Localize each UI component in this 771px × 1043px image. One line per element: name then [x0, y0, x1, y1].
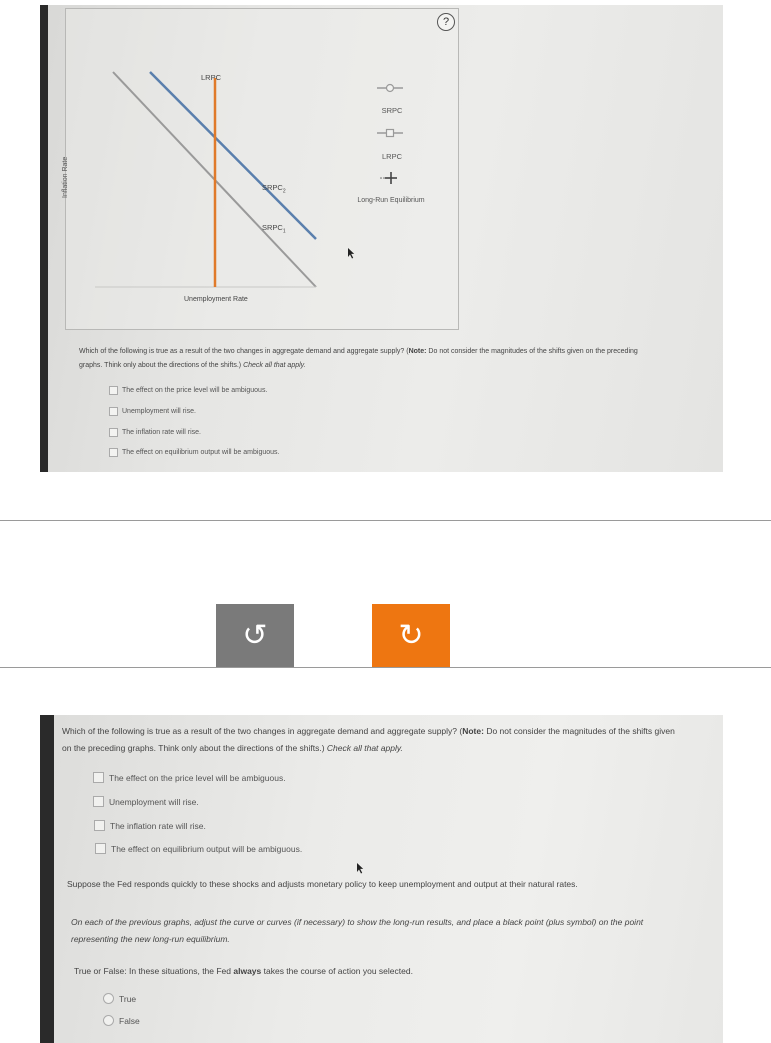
- top-option-unemployment[interactable]: Unemployment will rise.: [109, 407, 196, 416]
- top-question-text: Which of the following is true as a result of the two changes in aggregate demand and aggregate supply? (Note: Do not consider the magnitudes of the shifts given on the preceding graphs. Think only about the directions of the shifts.) Check all that apply.: [79, 348, 638, 369]
- radio-false[interactable]: False: [103, 1015, 140, 1026]
- legend-srpc-label: SRPC: [381, 106, 403, 115]
- bottom-option-unemployment[interactable]: Unemployment will rise.: [93, 796, 199, 807]
- srpc2-curve-label: $SRPC_2$: [262, 183, 286, 195]
- lrpc-curve-label: LRPC: [201, 73, 222, 82]
- radio-button[interactable]: [103, 993, 114, 1004]
- checkbox[interactable]: [109, 448, 118, 457]
- srpc1-curve-label: $SRPC_1$: [262, 223, 286, 235]
- radio-button[interactable]: [103, 1015, 114, 1026]
- help-icon[interactable]: ?: [437, 13, 455, 31]
- legend-equilibrium-label: Long-Run Equilibrium: [357, 197, 425, 204]
- legend-lrpc-icon[interactable]: [377, 130, 403, 137]
- bottom-option-price-level[interactable]: The effect on the price level will be ambiguous.: [93, 772, 286, 783]
- monitor-bezel: [40, 715, 54, 1043]
- checkbox[interactable]: [93, 796, 104, 807]
- divider: [0, 667, 771, 668]
- checkbox[interactable]: [109, 386, 118, 395]
- instruction-text: On each of the previous graphs, adjust the curve or curves (if necessary) to show the long-run results, and place a black point (plus symbol) on the point representing the new long-run equilibrium.: [71, 917, 644, 944]
- reset-button[interactable]: [216, 604, 294, 667]
- checkbox[interactable]: [109, 428, 118, 437]
- divider: [0, 520, 771, 521]
- radio-true[interactable]: True: [103, 993, 136, 1004]
- checkbox[interactable]: [94, 820, 105, 831]
- legend-lrpc-label: LRPC: [381, 152, 402, 161]
- rotate-right-icon: ↻: [398, 619, 424, 652]
- mouse-cursor-icon: [348, 248, 354, 259]
- redo-button[interactable]: [372, 604, 450, 667]
- checkbox[interactable]: [93, 772, 104, 783]
- legend-srpc-icon[interactable]: [377, 85, 403, 92]
- mouse-cursor-icon: [355, 862, 367, 876]
- fed-response-text: Suppose the Fed responds quickly to these shocks and adjusts monetary policy to keep unemployment and output at their natural rates.: [67, 879, 578, 889]
- bottom-question-text: Which of the following is true as a result of the two changes in aggregate demand and aggregate supply? (Note: Do not consider the magnitudes of the shifts given on the preceding graphs. Think only about the directions of the shifts.) Check all that apply.: [62, 726, 675, 753]
- rotate-left-icon: ↺: [242, 619, 268, 652]
- y-axis-label: Inflation Rate: [62, 156, 69, 198]
- top-option-output[interactable]: The effect on equilibrium output will be ambiguous.: [109, 448, 279, 457]
- checkbox[interactable]: [109, 407, 118, 416]
- true-false-question: True or False: In these situations, the Fed always takes the course of action you selected.: [74, 966, 413, 976]
- legend-equilibrium-plus-icon[interactable]: [380, 172, 397, 184]
- checkbox[interactable]: [95, 843, 106, 854]
- bottom-option-inflation[interactable]: The inflation rate will rise.: [94, 820, 206, 831]
- x-axis-label: Unemployment Rate: [184, 296, 248, 303]
- bottom-option-output[interactable]: The effect on equilibrium output will be ambiguous.: [95, 843, 302, 854]
- top-option-price-level[interactable]: The effect on the price level will be ambiguous.: [109, 386, 267, 395]
- srpc2-curve[interactable]: [150, 72, 316, 239]
- top-option-inflation[interactable]: The inflation rate will rise.: [109, 428, 201, 437]
